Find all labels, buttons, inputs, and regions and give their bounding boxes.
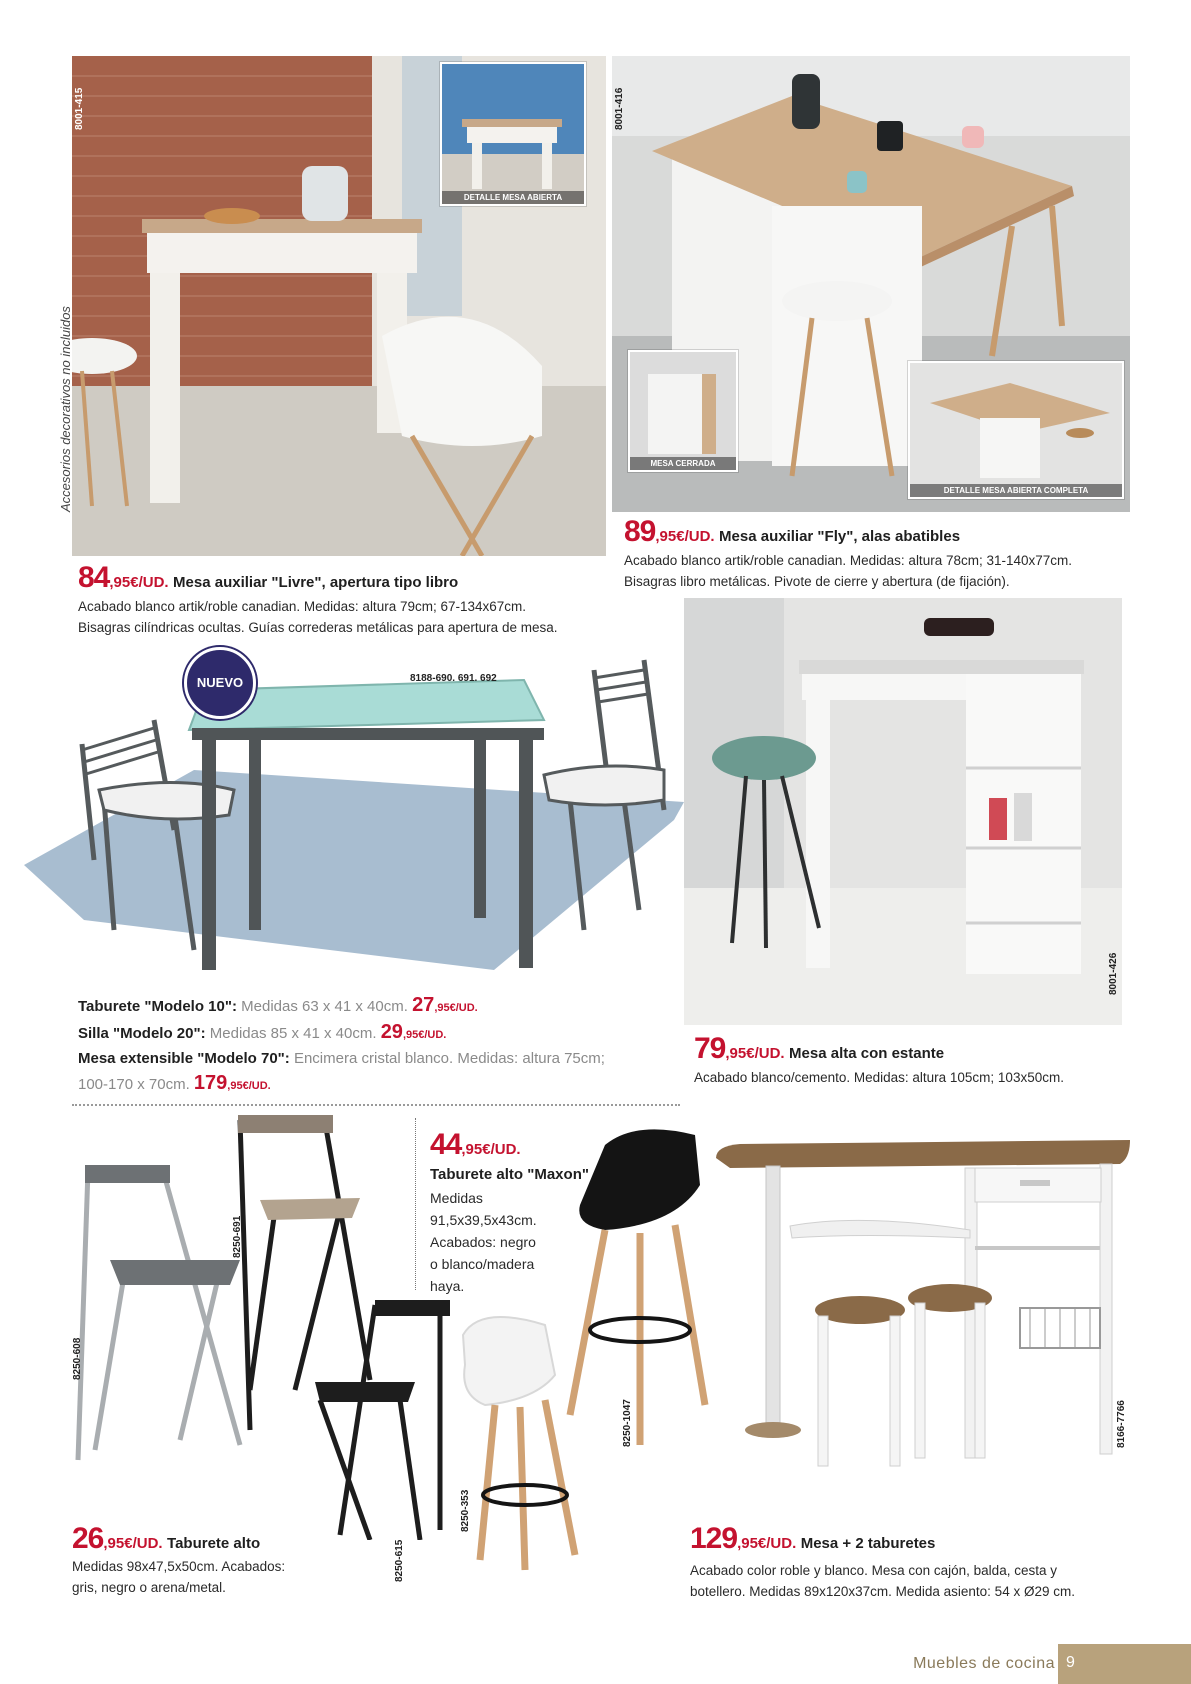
fly-inset-closed xyxy=(628,350,738,472)
mesa-taburetes-price-line xyxy=(690,1522,935,1556)
maxon-code-1: 8250-353 xyxy=(460,1489,471,1532)
fly-price: 89,95€/UD. xyxy=(624,515,715,548)
taburete-alto-desc: Medidas 98x47,5x50cm. Acabados: gris, negro o arena/metal. xyxy=(72,1559,286,1595)
alta-price: 79,95€/UD. xyxy=(694,1032,785,1065)
inset-scene xyxy=(910,363,1122,497)
taburete-alto-price: 26,95€/UD. xyxy=(72,1522,163,1555)
new-badge: NUEVO xyxy=(184,647,256,719)
taburete-alto-title: Taburete alto xyxy=(167,1535,261,1552)
set-spec xyxy=(78,993,658,1098)
mesa-taburetes-title: Mesa + 2 taburetes xyxy=(800,1535,936,1552)
maxon-desc: Medidas 91,5x39,5x43cm. Acabados: negro o blanco/madera haya. xyxy=(430,1190,537,1294)
fly-code: 8001-416 xyxy=(614,87,625,130)
mesa-taburetes-code: 8166-7766 xyxy=(1116,1400,1127,1448)
alta-desc: Acabado blanco/cemento. Medidas: altura 105cm; 103x50cm. xyxy=(694,1070,1064,1085)
alta-title: Mesa alta con estante xyxy=(789,1045,945,1062)
taburete-alto-price-line xyxy=(72,1522,260,1556)
set-line-1: Taburete "Modelo 10": Medidas 63 x 41 x 40cm. 27,95€/UD. xyxy=(78,994,478,1016)
maxon-price: 44,95€/UD. xyxy=(430,1128,521,1161)
livre-price-line xyxy=(78,561,458,595)
set-code: 8188-690. 691. 692 xyxy=(410,673,497,684)
fly-title: Mesa auxiliar "Fly", alas abatibles xyxy=(719,528,961,545)
taburete-alto-illustration xyxy=(70,1090,450,1540)
livre-photo xyxy=(72,56,606,556)
fly-price-line xyxy=(624,515,960,549)
set-line-4: 100-170 x 70cm. 179,95€/UD. xyxy=(78,1072,271,1094)
maxon-divider xyxy=(415,1118,417,1290)
livre-price: 84,95€/UD. xyxy=(78,561,169,594)
fly-inset-closed-caption: MESA CERRADA xyxy=(630,457,736,470)
mesa-taburetes-desc: Acabado color roble y blanco. Mesa con cajón, balda, cesta y botellero. Medidas 89x120x37cm. Medida asiento: 54 x Ø29 cm. xyxy=(690,1563,1075,1599)
fly-inset-open xyxy=(908,361,1124,499)
mesa-taburetes-illustration xyxy=(710,1138,1130,1478)
footer-section-label: Muebles de cocina xyxy=(913,1655,1055,1672)
alta-scene xyxy=(684,598,1122,1025)
alta-price-line xyxy=(694,1032,944,1066)
inset-scene xyxy=(442,64,584,204)
livre-desc: Acabado blanco artik/roble canadian. Medidas: altura 79cm; 67-134x67cm. Bisagras cilíndricas ocultas. Guías correderas metálicas para apertura de mesa. xyxy=(78,599,558,635)
taburete-code-2: 8250-691 xyxy=(232,1215,243,1258)
livre-title: Mesa auxiliar "Livre", apertura tipo libro xyxy=(173,574,459,591)
maxon-code-2: 8250-1047 xyxy=(622,1399,633,1447)
livre-inset-caption: DETALLE MESA ABIERTA xyxy=(442,191,584,204)
side-note: Accesorios decorativos no incluidos xyxy=(58,306,73,512)
mesa-taburetes-price: 129,95€/UD. xyxy=(690,1522,797,1555)
maxon-illustration xyxy=(455,1115,715,1575)
taburete-code-1: 8250-608 xyxy=(72,1337,83,1380)
livre-code: 8001-415 xyxy=(74,87,85,130)
fly-desc: Acabado blanco artik/roble canadian. Medidas: altura 78cm; 31-140x77cm. Bisagras libro metálicas. Pivote de cierre y abertura (de fijación). xyxy=(624,553,1073,589)
taburete-code-3: 8250-615 xyxy=(394,1539,405,1582)
page-number: 9 xyxy=(1058,1644,1191,1684)
fly-photo xyxy=(612,56,1130,512)
inset-scene xyxy=(630,352,736,470)
fly-inset-open-caption: DETALLE MESA ABIERTA COMPLETA xyxy=(910,484,1122,497)
alta-code: 8001-426 xyxy=(1108,952,1119,995)
livre-inset-open xyxy=(440,62,586,206)
maxon-title: Taburete alto "Maxon" xyxy=(430,1166,589,1183)
alta-photo xyxy=(684,598,1122,1025)
set-illustration xyxy=(24,650,692,980)
set-line-3: Mesa extensible "Modelo 70": Encimera cristal blanco. Medidas: altura 75cm; xyxy=(78,1050,605,1067)
set-line-2: Silla "Modelo 20": Medidas 85 x 41 x 40cm. 29,95€/UD. xyxy=(78,1021,447,1043)
